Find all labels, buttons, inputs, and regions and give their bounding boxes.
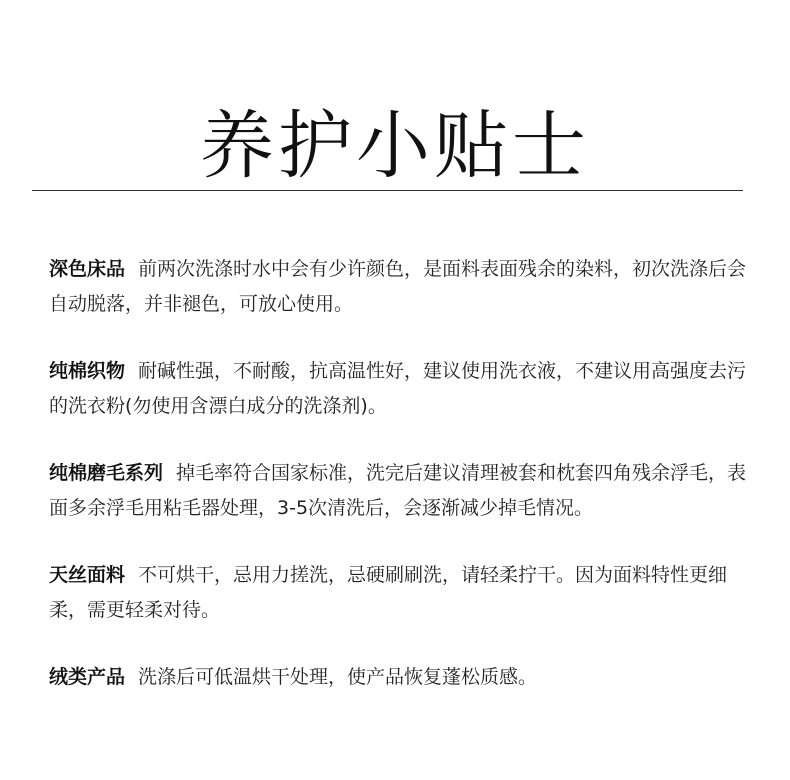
page-title: 养护小贴士 — [200, 102, 590, 189]
tip-brushed-cotton — [49, 456, 749, 526]
tip-text: 不可烘干，忌用力搓洗，忌硬刷刷洗，请轻柔拧干。因为面料特性更细柔，需更轻柔对待。 — [49, 564, 728, 621]
tip-text: 前两次洗涤时水中会有少许颜色，是面料表面残余的染料，初次洗涤后会自动脱落，并非褪色，可放心使用。 — [49, 258, 747, 315]
tip-label: 纯棉磨毛系列 — [49, 462, 164, 484]
tip-tencel-fabric — [49, 558, 749, 628]
tip-text: 耐碱性强，不耐酸，抗高温性好，建议使用洗衣液，不建议用高强度去污的洗衣粉(勿使用含漂白成分的洗涤剂)。 — [49, 360, 747, 417]
tip-velvet-products — [49, 660, 749, 695]
tip-label: 深色床品 — [49, 258, 126, 280]
tip-text: 洗涤后可低温烘干处理，使产品恢复蓬松质感。 — [138, 666, 538, 688]
tip-label: 绒类产品 — [49, 666, 126, 688]
title-divider — [32, 190, 743, 191]
care-tips-list — [49, 252, 749, 727]
tip-text: 掉毛率符合国家标准，洗完后建议清理被套和枕套四角残余浮毛，表面多余浮毛用粘毛器处理，3-5次清洗后，会逐渐减少掉毛情况。 — [49, 462, 747, 519]
tip-label: 纯棉织物 — [49, 360, 126, 382]
tip-dark-bedding — [49, 252, 749, 322]
tip-cotton-fabric — [49, 354, 749, 424]
tip-label: 天丝面料 — [49, 564, 126, 586]
